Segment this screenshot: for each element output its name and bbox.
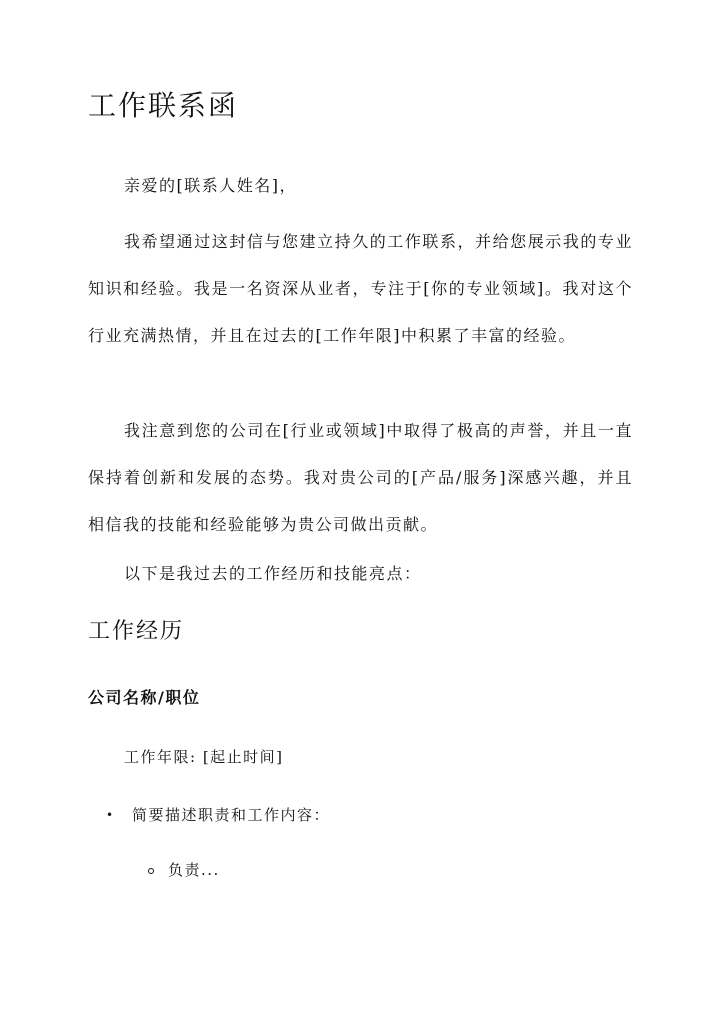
- sub-bullet-list: [148, 855, 220, 885]
- list-item: [148, 855, 220, 885]
- salutation-line: 亲爱的[联系人姓名]，: [124, 176, 297, 195]
- paragraph-company-interest: 我注意到您的公司在[行业或领域]中取得了极高的声誉，并且一直保持着创新和发展的态势。我对贵公司的[产品/服务]深感兴趣，并且相信我的技能和经验能够为贵公司做出贡献。: [88, 421, 633, 534]
- paragraph-introduction: 我希望通过这封信与您建立持久的工作联系，并给您展示我的专业知识和经验。我是一名资深从业者，专注于[你的专业领域]。我对这个行业充满热情，并且在过去的[工作年限]中积累了丰富的经验。: [88, 232, 633, 345]
- list-item: [106, 800, 330, 830]
- paragraph-experience-intro: 以下是我过去的工作经历和技能亮点：: [124, 564, 422, 583]
- bullet-list: [106, 800, 330, 830]
- document-title: 工作联系函: [88, 89, 239, 122]
- sub-heading-company-position: 公司名称/职位: [88, 688, 201, 707]
- section-heading-work-experience: 工作经历: [88, 619, 185, 644]
- bullet-text: 简要描述职责和工作内容：: [132, 806, 331, 824]
- work-years-line: 工作年限: [起止时间]: [124, 748, 284, 766]
- bullet-dot-icon: •: [106, 808, 115, 822]
- circle-bullet-icon: [148, 868, 154, 874]
- sub-bullet-text: 负责...: [168, 861, 220, 879]
